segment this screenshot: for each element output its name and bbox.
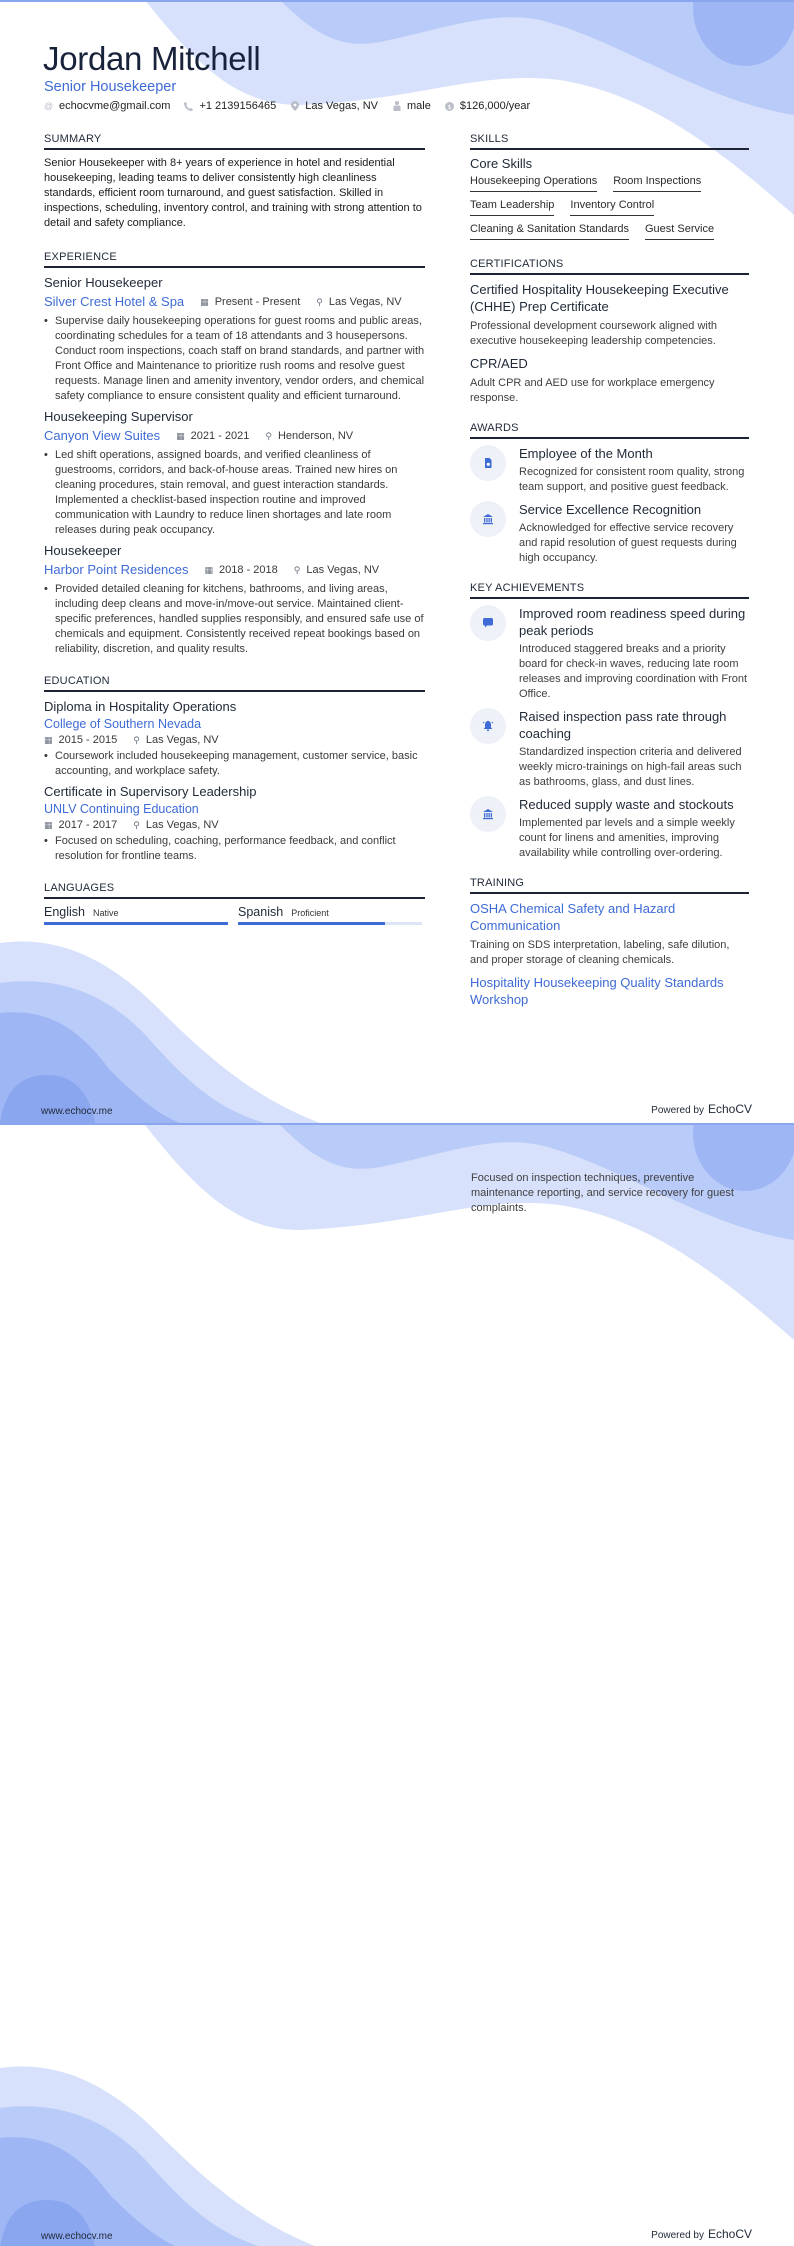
achievement-desc: Standardized inspection criteria and delivered weekly micro-trainings on high-fail areas such as bathrooms, glass, and dust lines.	[519, 746, 742, 788]
bank-icon	[482, 513, 494, 525]
award-title: Employee of the Month	[519, 446, 653, 461]
section-heading: KEY ACHIEVEMENTS	[470, 582, 749, 599]
job-title: Housekeeper	[44, 543, 122, 558]
achievement-desc: Introduced staggered breaks and a priority board for check-in waves, reducing late room releases and improving coordination with Front Office.	[519, 643, 748, 700]
award-item	[470, 501, 749, 566]
chat-icon	[482, 617, 494, 629]
echocv-brand: EchoCV	[707, 2227, 752, 2241]
footer-website-link[interactable]: www.echocv.me	[41, 2231, 113, 2242]
certifications-section	[470, 258, 749, 406]
bank-icon	[482, 808, 494, 820]
location-icon: ⚲	[293, 564, 301, 575]
calendar-icon: ▦	[176, 430, 185, 441]
achievements-section	[470, 582, 749, 861]
training-section	[470, 877, 749, 1008]
skill-tag: Team Leadership	[470, 199, 554, 216]
at-icon: @	[43, 101, 54, 111]
bell-icon	[482, 720, 494, 732]
certification-name: Certified Hospitality Housekeeping Executive (CHHE) Prep Certificate	[470, 282, 729, 314]
skill-tag: Room Inspections	[613, 175, 701, 192]
proficiency-bar	[238, 922, 422, 925]
contact-gender: male	[392, 100, 431, 112]
phone-icon	[184, 102, 193, 111]
left-column	[44, 133, 425, 939]
footer-powered-by[interactable]: Powered by EchoCV	[651, 1102, 752, 1116]
company-name: Harbor Point Residences	[44, 562, 189, 577]
skills-section	[470, 133, 749, 240]
education-bullet: • Coursework included housekeeping management, customer service, basic accounting, and workplace safety.	[44, 749, 425, 779]
section-heading: SUMMARY	[44, 133, 425, 150]
education-bullet: • Focused on scheduling, coaching, performance feedback, and conflict resolution for frontline teams.	[44, 834, 425, 864]
award-desc: Acknowledged for effective service recovery and rapid resolution of guest requests during high occupancy.	[519, 522, 737, 564]
proficiency-bar	[44, 922, 228, 925]
contact-bar	[44, 100, 530, 112]
job-entry: Housekeeper Harbor Point Residences ▦ 2018 - 2018 ⚲ Las Vegas, NV • Provided detailed cleaning for kitchens, bathrooms, and living areas, including deep cleans and move-in/move-out service. Maintained client-specific preferences, handled supplies responsibly, and ensured safe use of chemicals and equipment. Consistently received repeat bookings based on reliability, discretion, and quality results.	[44, 542, 425, 657]
certification-desc: Professional development coursework aligned with executive housekeeping leadership competencies.	[470, 320, 718, 347]
calendar-icon: ▦	[44, 734, 53, 745]
skill-tags	[470, 175, 749, 240]
skills-group-title: Core Skills	[470, 156, 533, 171]
location-icon: ⚲	[133, 734, 140, 745]
language-spanish: Spanish Proficient	[238, 905, 422, 925]
job-bullet: • Provided detailed cleaning for kitchens, bathrooms, and living areas, including deep cleans and move-in/move-out service. Maintained client-specific preferences, handled supplies responsibly, and ensured safe use of chemicals and equipment. Consistently received repeat bookings based on reliability, discretion, and quality results.	[44, 582, 425, 657]
achievement-title: Raised inspection pass rate through coaching	[519, 709, 727, 741]
candidate-name: Jordan Mitchell	[43, 40, 261, 77]
summary-text: Senior Housekeeper with 8+ years of experience in hotel and residential housekeeping, leading teams to deliver consistently high cleanliness standards, efficient room turnaround, and guest satisfaction. Skilled in inspections, scheduling, inventory control, and training with strong attention to detail and safety compliance.	[44, 157, 422, 229]
job-entry: Housekeeping Supervisor Canyon View Suites ▦ 2021 - 2021 ⚲ Henderson, NV • Led shift operations, assigned boards, and verified cleanliness of guestrooms, corridors, and back-of-house areas. Trained new hires on cleaning procedures, stain removal, and guest interaction standards. Implemented a checklist-based inspection routine and improved communication with Laundry to reduce linen shortages and late room releases during peak occupancy.	[44, 408, 425, 538]
job-title: Senior Housekeeper	[44, 275, 163, 290]
document-icon	[482, 457, 494, 469]
resume-page-2	[0, 1123, 794, 2246]
background-waves	[0, 1125, 794, 2246]
summary-section	[44, 133, 425, 231]
achievement-desc: Implemented par levels and a simple weekly count for linens and amenities, improving availability while controlling over-ordering.	[519, 817, 735, 859]
location-icon: ⚲	[265, 430, 272, 441]
footer-website-link[interactable]: www.echocv.me	[41, 1106, 113, 1117]
education-entry: Diploma in Hospitality Operations College of Southern Nevada ▦ 2015 - 2015 ⚲ Las Vegas, NV • Coursework included housekeeping management, customer service, basic accounting, and workplace safety.	[44, 698, 425, 779]
education-entry: Certificate in Supervisory Leadership UNLV Continuing Education ▦ 2017 - 2017 ⚲ Las Vegas, NV • Focused on scheduling, coaching, performance feedback, and conflict resolution for frontline teams.	[44, 783, 425, 864]
footer-powered-by[interactable]: Powered by EchoCV	[651, 2227, 752, 2241]
calendar-icon: ▦	[44, 819, 53, 830]
candidate-title: Senior Housekeeper	[44, 79, 177, 95]
award-title: Service Excellence Recognition	[519, 502, 702, 517]
training-desc: Focused on inspection techniques, preventive maintenance reporting, and service recovery for guest complaints.	[471, 1172, 734, 1214]
achievement-title: Improved room readiness speed during peak periods	[519, 606, 746, 638]
location-icon: ⚲	[316, 296, 323, 307]
section-heading: LANGUAGES	[44, 882, 425, 899]
calendar-icon: ▦	[200, 296, 209, 307]
section-heading: SKILLS	[470, 133, 749, 150]
achievement-item	[470, 605, 749, 702]
svg-text:$: $	[447, 103, 452, 111]
section-heading: TRAINING	[470, 877, 749, 894]
languages-section	[44, 882, 425, 925]
experience-section	[44, 251, 425, 657]
training-desc: Training on SDS interpretation, labeling, safe dilution, and proper storage of cleaning chemicals.	[470, 939, 730, 966]
skill-tag: Cleaning & Sanitation Standards	[470, 223, 629, 240]
language-english: English Native	[44, 905, 228, 925]
achievement-item	[470, 796, 749, 861]
achievement-title: Reduced supply waste and stockouts	[519, 797, 734, 812]
degree-name: Certificate in Supervisory Leadership	[44, 784, 257, 799]
award-item	[470, 445, 749, 495]
job-entry: Senior Housekeeper Silver Crest Hotel & Spa ▦ Present - Present ⚲ Las Vegas, NV • Supervise daily housekeeping operations for guest rooms and public areas, coordinating schedules for a team of 18 attendants and 3 housepersons. Conduct room inspections, coach staff on brand standards, and partner with Front Office and Maintenance to prioritize rush rooms and resolve guest requests. Manage linen and amenity inventory, vendor orders, and chemical safety compliance to ensure consistent quality and efficient turnaround.	[44, 274, 425, 404]
contact-salary: $ $126,000/year	[445, 100, 530, 112]
skill-tag: Guest Service	[645, 223, 714, 240]
contact-location: Las Vegas, NV	[290, 100, 378, 112]
degree-name: Diploma in Hospitality Operations	[44, 699, 237, 714]
contact-phone[interactable]: +1 2139156465	[184, 100, 276, 112]
location-icon: ⚲	[133, 819, 140, 830]
certification-name: CPR/AED	[470, 356, 528, 371]
awards-section	[470, 422, 749, 566]
echocv-brand: EchoCV	[707, 1102, 752, 1116]
money-icon	[445, 102, 454, 111]
section-heading: CERTIFICATIONS	[470, 258, 749, 275]
section-heading: EXPERIENCE	[44, 251, 425, 268]
skill-tag: Housekeeping Operations	[470, 175, 597, 192]
right-column	[470, 133, 749, 1022]
person-icon	[392, 102, 401, 111]
job-bullet: • Led shift operations, assigned boards, and verified cleanliness of guestrooms, corridors, and back-of-house areas. Trained new hires on cleaning procedures, stain removal, and guest interaction standards. Implemented a checklist-based inspection routine and improved communication with Laundry to reduce linen shortages and late room releases during peak occupancy.	[44, 448, 425, 538]
training-title: Hospitality Housekeeping Quality Standards Workshop	[470, 975, 724, 1007]
award-desc: Recognized for consistent room quality, strong team support, and positive guest feedback.	[519, 466, 745, 493]
section-heading: EDUCATION	[44, 675, 425, 692]
company-name: Canyon View Suites	[44, 428, 161, 443]
company-name: Silver Crest Hotel & Spa	[44, 294, 185, 309]
job-bullet: • Supervise daily housekeeping operations for guest rooms and public areas, coordinating schedules for a team of 18 attendants and 3 housepersons. Conduct room inspections, coach staff on brand standards, and partner with Front Office and Maintenance to prioritize rush rooms and resolve guest requests. Manage linen and amenity inventory, vendor orders, and chemical safety compliance to ensure consistent quality and efficient turnaround.	[44, 314, 425, 404]
job-title: Housekeeping Supervisor	[44, 409, 193, 424]
achievement-item	[470, 708, 749, 790]
education-section	[44, 675, 425, 864]
training-title: OSHA Chemical Safety and Hazard Communication	[470, 901, 676, 933]
calendar-icon: ▦	[204, 564, 214, 575]
section-heading: AWARDS	[470, 422, 749, 439]
skill-tag: Inventory Control	[570, 199, 654, 216]
certification-desc: Adult CPR and AED use for workplace emergency response.	[470, 377, 715, 404]
school-name: UNLV Continuing Education	[44, 802, 199, 816]
location-icon	[290, 102, 299, 111]
contact-email[interactable]: @ echocvme@gmail.com	[43, 100, 171, 112]
school-name: College of Southern Nevada	[44, 717, 202, 731]
